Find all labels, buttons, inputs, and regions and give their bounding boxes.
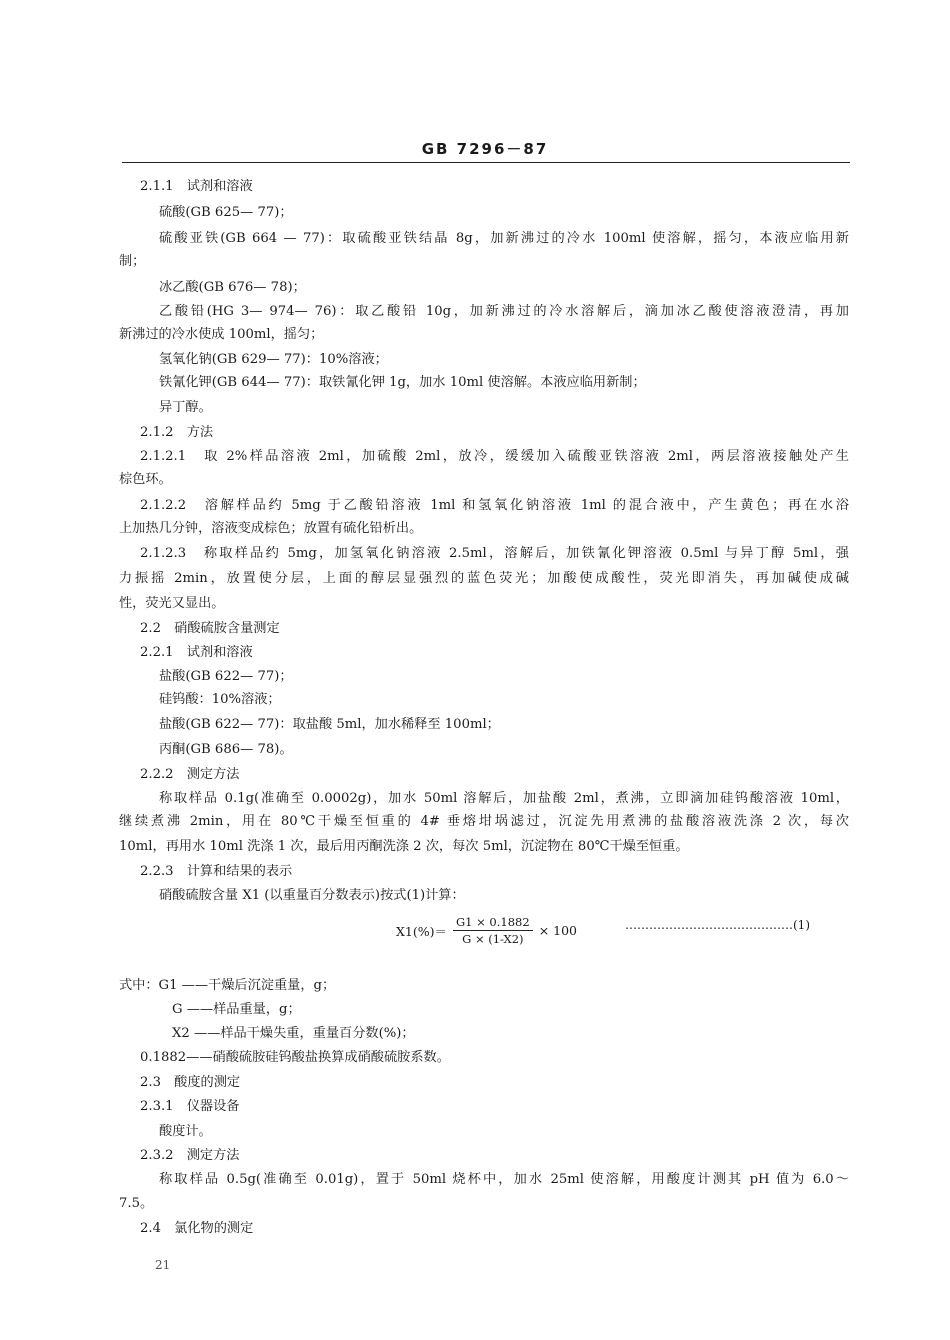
text-line: 盐酸(GB 622— 77)；: [159, 669, 293, 684]
text-line: 硅钨酸：10%溶液；: [159, 692, 281, 707]
text-line: 新沸过的冷水使成 100ml，摇匀；: [119, 327, 324, 342]
text-line: 铁氰化钾(GB 644— 77)：取铁氰化钾 1g，加水 10ml 使溶解。本液应临用新制；: [159, 375, 646, 390]
formula-1: [396, 915, 577, 946]
text-line: 称取样品 0.5g(准确至 0.01g)，置于 50ml 烧杯中，加水 25ml 使溶解，用酸度计测其 pH 值为 6.0～: [159, 1172, 849, 1187]
formula-rhs: × 100: [538, 923, 577, 938]
text-line: 制；: [119, 254, 146, 269]
text-line: 上加热几分钟，溶液变成棕色；放置有硫化铅析出。: [119, 521, 423, 536]
header-rule: [122, 162, 850, 163]
section-2-3-2-heading: 2.3.2 测定方法: [140, 1148, 240, 1163]
text-line: 丙酮(GB 686— 78)。: [159, 742, 293, 757]
page-header-standard-number: GB 7296－87: [421, 140, 549, 158]
section-2-2-3-heading: 2.2.3 计算和结果的表示: [140, 864, 293, 879]
text-line: 力振摇 2min，放置使分层，上面的醇层显强烈的蓝色荧光；加酸使成酸性，荧光即消失，再加碱使成碱: [119, 571, 849, 586]
section-2-2-1-heading: 2.2.1 试剂和溶液: [140, 645, 253, 660]
page-number: 21: [155, 1258, 171, 1272]
text-line: 硫酸亚铁(GB 664 — 77)：取硫酸亚铁结晶 8g，加新沸过的冷水 100ml 使溶解，摇匀，本液应临用新: [159, 231, 849, 246]
text-line: 异丁醇。: [159, 400, 212, 415]
text-line: 继续煮沸 2min，用在 80℃干燥至恒重的 4# 垂熔坩埚滤过，沉淀先用煮沸的盐酸溶液洗涤 2 次，每次: [119, 814, 849, 829]
text-line: 硝酸硫胺含量 X1 (以重量百分数表示)按式(1)计算：: [159, 888, 465, 903]
text-line: 冰乙酸(GB 676— 78)；: [159, 280, 306, 295]
formula-fraction: [453, 915, 533, 946]
section-2-2-heading: 2.2 硝酸硫胺含量测定: [140, 621, 280, 636]
text-line: 10ml，再用水 10ml 洗涤 1 次，最后用丙酮洗涤 2 次，每次 5ml，沉淀物在 80℃干燥至恒重。: [119, 839, 689, 854]
formula-numerator: G1 × 0.1882: [453, 915, 533, 931]
text-line: 2.1.2.2 溶解样品约 5mg 于乙酸铅溶液 1ml 和氢氧化钠溶液 1ml 的混合液中，产生黄色；再在水浴: [140, 498, 849, 513]
text-line: 式中：G1 ——干燥后沉淀重量，g；: [119, 978, 336, 993]
text-line: 乙酸铅(HG 3— 974— 76)：取乙酸铅 10g，加新沸过的冷水溶解后，滴加冰乙酸使溶液澄清，再加: [159, 304, 849, 319]
text-line: 7.5。: [119, 1196, 154, 1211]
text-line: 性，荧光又显出。: [119, 596, 225, 611]
section-2-3-heading: 2.3 酸度的测定: [140, 1075, 241, 1090]
text-line: 2.1.2.3 称取样品约 5mg，加氢氧化钠溶液 2.5ml，溶解后，加铁氰化钾溶液 0.5ml 与异丁醇 5ml，强: [140, 546, 849, 561]
text-line: 硫酸(GB 625— 77)；: [159, 205, 293, 220]
section-2-2-2-heading: 2.2.2 测定方法: [140, 767, 240, 782]
text-line: 2.1.2.1 取 2%样品溶液 2ml，加硫酸 2ml，放冷，缓缓加入硫酸亚铁溶液 2ml，两层溶液接触处产生: [140, 449, 849, 464]
text-line: G ——样品重量，g；: [172, 1002, 301, 1017]
section-2-4-heading: 2.4 氯化物的测定: [140, 1221, 254, 1236]
section-2-1-2-heading: 2.1.2 方法: [140, 425, 214, 440]
text-line: 称取样品 0.1g(准确至 0.0002g)，加水 50ml 溶解后，加盐酸 2ml，煮沸，立即滴加硅钨酸溶液 10ml，: [159, 791, 849, 806]
formula-lhs: X1(%)＝: [396, 923, 447, 939]
formula-denominator: G × (1-X2): [462, 932, 524, 946]
formula-number-leader: ……………………………………(1): [625, 918, 810, 932]
text-line: 0.1882——硝酸硫胺硅钨酸盐换算成硝酸硫胺系数。: [140, 1050, 450, 1065]
text-line: 盐酸(GB 622— 77)：取盐酸 5ml，加水稀释至 100ml；: [159, 717, 500, 732]
section-2-3-1-heading: 2.3.1 仪器设备: [140, 1099, 240, 1114]
text-line: X2 ——样品干燥失重，重量百分数(%)；: [172, 1026, 415, 1041]
text-line: 氢氧化钠(GB 629— 77)：10%溶液；: [159, 352, 388, 367]
text-line: 酸度计。: [159, 1124, 212, 1139]
text-line: 棕色环。: [119, 472, 172, 487]
section-2-1-1-heading: 2.1.1 试剂和溶液: [140, 179, 253, 194]
